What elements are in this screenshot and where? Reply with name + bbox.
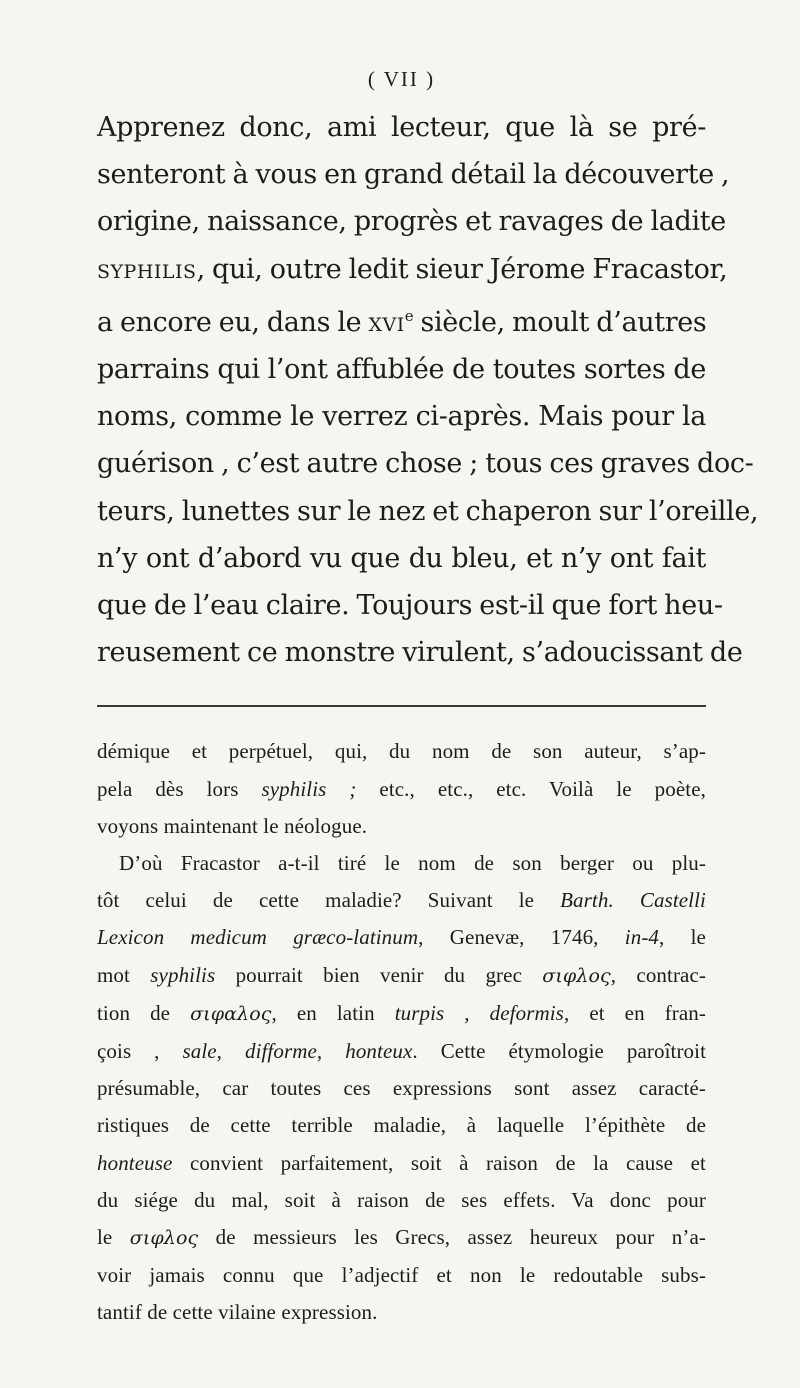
footnote-greek: σιφλος (542, 964, 611, 987)
footnote-line: ristiques de cette terrible maladie, à laquelle l’épithète de (97, 1113, 706, 1138)
main-line: reusement ce monstre virulent, s’adoucissant de (97, 637, 743, 669)
footnote-italic: Barth. Castelli (560, 888, 706, 913)
footnote-text: tôt celui de cette maladie? Suivant le (97, 888, 561, 913)
main-line: que de l’eau claire. Toujours est-il que fort heu- (97, 590, 723, 622)
footnote-line (97, 919, 706, 956)
footnote-greek: σιφαλος (190, 1002, 272, 1025)
footnote-italic: syphilis (150, 962, 216, 987)
footnote-line (97, 1145, 706, 1182)
footnote-text: etc., etc., etc. Voilà le poète, (356, 776, 706, 801)
main-line-text: , qui, outre ledit sieur Jérome Fracastor, (196, 253, 728, 285)
footnote-text: convient parfaitement, soit à raison de la cause et (172, 1150, 706, 1175)
main-line: noms, comme le verrez ci-après. Mais pour la (97, 401, 706, 433)
footnote (97, 733, 706, 1331)
main-line: origine, naissance, progrès et ravages de ladite (97, 206, 726, 238)
footnote-text: , et en fran- (563, 1000, 706, 1025)
footnote-text: tion de (97, 1000, 191, 1025)
main-line (97, 293, 706, 346)
footnote-text: pourrait bien venir du grec (215, 962, 543, 987)
footnote-italic: syphilis ; (261, 776, 357, 801)
footnote-line: du siége du mal, soit à raison de ses effets. Va donc pour (97, 1187, 706, 1212)
footnote-line (97, 1033, 706, 1070)
footnote-line (97, 882, 706, 919)
footnote-line (97, 1219, 706, 1257)
footnote-text: , Genevæ, 1746, (418, 925, 625, 950)
footnote-text: de messieurs les Grecs, assez heureux pour n’a- (198, 1225, 706, 1250)
footnote-italic: in-4 (624, 925, 660, 950)
main-line: teurs, lunettes sur le nez et chaperon sur l’oreille, (97, 495, 759, 527)
footnote-italic: honteuse (97, 1150, 173, 1175)
footnote-text: mot (97, 962, 151, 987)
century-numeral: xvi (368, 306, 405, 338)
page-number: ( VII ) (367, 67, 436, 91)
main-paragraph (97, 104, 759, 676)
main-line (97, 246, 728, 293)
main-line-text: siècle, moult d’autres (413, 306, 707, 338)
main-line: guérison , c’est autre chose ; tous ces graves doc- (97, 448, 754, 480)
footnote-line (97, 995, 706, 1033)
century-superscript: e (404, 306, 414, 325)
main-line-text: a encore eu, dans le (97, 306, 369, 338)
footnote-text: , contrac- (610, 962, 706, 987)
footnote-text: çois , (97, 1039, 183, 1064)
footnote-text: pela dès lors (97, 776, 262, 801)
footnote-line: présumable, car toutes ces expressions sont assez caracté- (97, 1076, 706, 1101)
footnote-text: , en latin (271, 1000, 395, 1025)
footnote-line: voir jamais connu que l’adjectif et non le redoutable subs- (97, 1263, 706, 1288)
footnote-line (97, 771, 706, 808)
main-line: parrains qui l’ont affublée de toutes sortes de (97, 354, 706, 386)
syphilis-word: syphilis (97, 253, 197, 285)
footnote-separator (97, 705, 706, 707)
footnote-text: . Cette étymologie paroîtroit (412, 1039, 707, 1064)
footnote-text: le (97, 1225, 130, 1250)
footnote-text: , le (659, 925, 706, 950)
footnote-italic: turpis , deformis (394, 1000, 564, 1025)
footnote-italic: sale, difforme, honteux (182, 1039, 413, 1064)
footnote-italic: Lexicon medicum græco-latinum (97, 925, 419, 950)
footnote-line: D’où Fracastor a-t-il tiré le nom de son berger ou plu- (119, 851, 706, 876)
footnote-line (97, 957, 706, 995)
footnote-line: démique et perpétuel, qui, du nom de son auteur, s’ap- (97, 739, 706, 764)
main-line: Apprenez donc, ami lecteur, que là se pré- (97, 112, 706, 143)
main-line: senteront à vous en grand détail la découverte , (97, 159, 730, 191)
footnote-greek: σιφλος (129, 1227, 199, 1250)
footnote-line: voyons maintenant le néologue. (97, 813, 368, 838)
main-line: n’y ont d’abord vu que du bleu, et n’y ont fait (97, 542, 706, 574)
footnote-line: tantif de cette vilaine expression. (97, 1300, 378, 1325)
